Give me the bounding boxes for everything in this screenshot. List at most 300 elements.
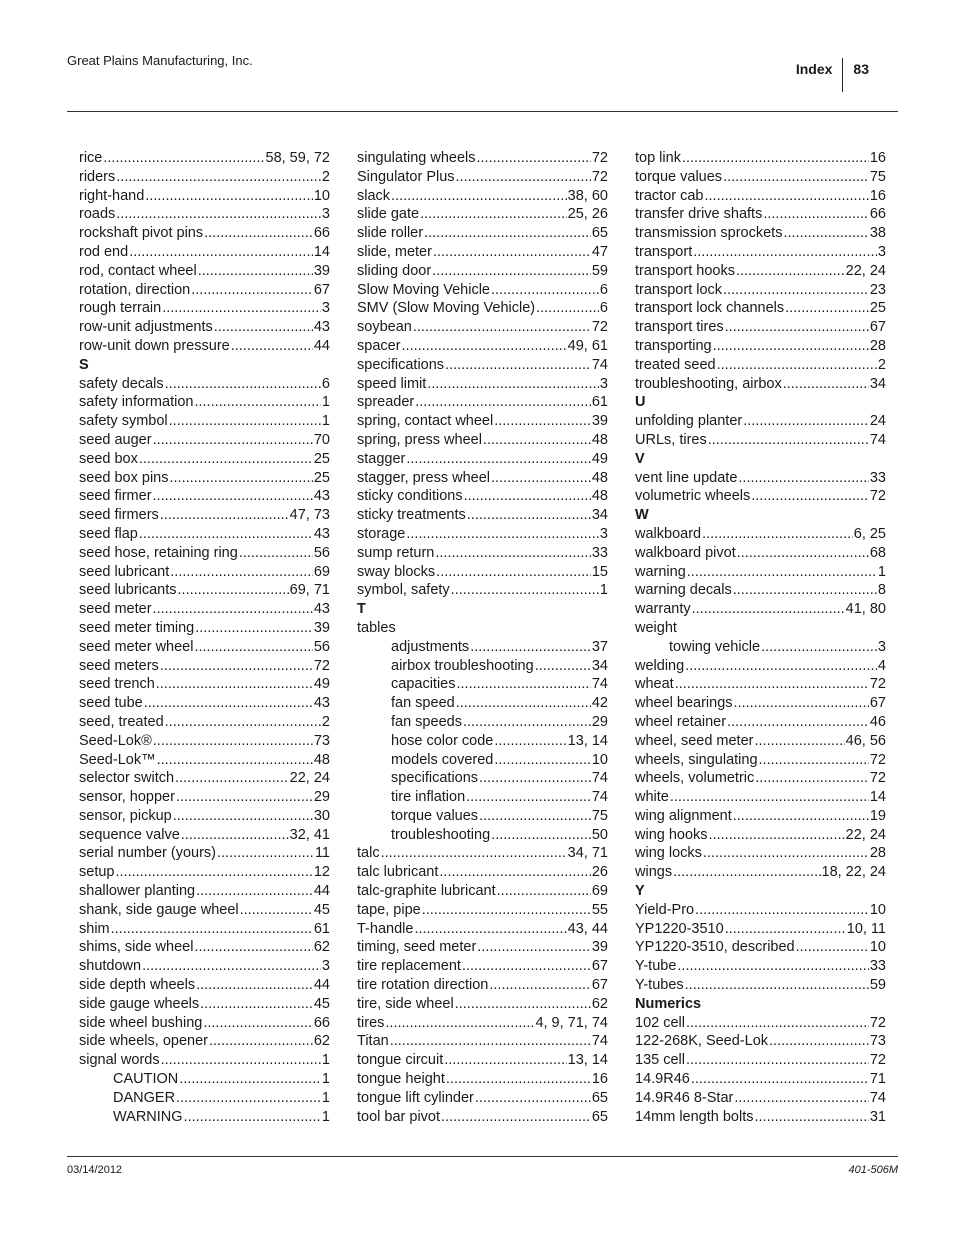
index-page-refs: 65 bbox=[591, 1108, 608, 1125]
index-term: seed box bbox=[79, 450, 138, 467]
index-term: towing vehicle bbox=[669, 638, 761, 655]
index-page-refs: 72 bbox=[869, 676, 886, 693]
index-term: transport hooks bbox=[635, 262, 735, 279]
index-term: tire rotation direction bbox=[357, 977, 489, 994]
index-entry bbox=[357, 957, 608, 976]
dot-leader bbox=[673, 863, 820, 882]
index-page-refs: 39 bbox=[591, 413, 608, 430]
index-entry bbox=[357, 844, 608, 863]
index-page-refs: 32, 41 bbox=[289, 826, 330, 843]
index-term: selector switch bbox=[79, 770, 175, 787]
index-term: right-hand bbox=[79, 187, 145, 204]
index-entry bbox=[79, 788, 330, 807]
index-term: 14.9R46 8-Star bbox=[635, 1089, 734, 1106]
index-entry bbox=[79, 863, 330, 882]
company-name: Great Plains Manufacturing, Inc. bbox=[67, 53, 253, 68]
dot-leader bbox=[725, 318, 869, 337]
index-term: 102 cell bbox=[635, 1014, 685, 1031]
index-page-refs: 13, 14 bbox=[567, 1052, 608, 1069]
index-page-refs: 56 bbox=[313, 638, 330, 655]
dot-leader bbox=[691, 1070, 869, 1089]
dot-leader bbox=[479, 769, 591, 788]
dot-leader bbox=[116, 205, 321, 224]
page-number: 83 bbox=[853, 61, 869, 77]
index-page-refs: 34, 71 bbox=[567, 845, 608, 862]
index-entry bbox=[635, 844, 886, 863]
index-entry bbox=[635, 412, 886, 431]
index-entry bbox=[357, 243, 608, 262]
index-entry bbox=[357, 1108, 608, 1127]
index-term: tire inflation bbox=[391, 789, 466, 806]
index-term: walkboard pivot bbox=[635, 544, 736, 561]
index-entry bbox=[79, 732, 330, 751]
index-entry bbox=[79, 187, 330, 206]
dot-leader bbox=[494, 732, 566, 751]
index-term: wing alignment bbox=[635, 807, 732, 824]
index-term: soybean bbox=[357, 319, 412, 336]
index-page-refs: 11 bbox=[314, 845, 330, 862]
index-entry bbox=[357, 262, 608, 281]
index-page-refs: 3 bbox=[321, 206, 330, 223]
index-page-refs: 33 bbox=[869, 469, 886, 486]
index-page-refs: 6 bbox=[599, 300, 608, 317]
index-term: walkboard bbox=[635, 525, 702, 542]
index-page-refs: 48 bbox=[591, 469, 608, 486]
index-page-refs: 66 bbox=[313, 225, 330, 242]
dot-leader bbox=[169, 412, 321, 431]
index-page-refs: 41, 80 bbox=[845, 601, 886, 618]
index-entry bbox=[635, 544, 886, 563]
dot-leader bbox=[178, 581, 289, 600]
dot-leader bbox=[391, 187, 567, 206]
index-page-refs: 22, 24 bbox=[845, 826, 886, 843]
header-section bbox=[796, 52, 869, 86]
index-entry bbox=[79, 318, 330, 337]
dot-leader bbox=[754, 1108, 868, 1127]
dot-leader bbox=[179, 1070, 321, 1089]
dot-leader bbox=[175, 769, 289, 788]
index-entry bbox=[635, 1070, 886, 1089]
index-page-refs: 3 bbox=[321, 958, 330, 975]
index-page-refs: 1 bbox=[321, 413, 330, 430]
dot-leader bbox=[153, 732, 313, 751]
index-term: YP1220-3510, described bbox=[635, 939, 795, 956]
index-term: seed meter wheel bbox=[79, 638, 194, 655]
index-term: tape, pipe bbox=[357, 901, 421, 918]
dot-leader bbox=[675, 675, 869, 694]
index-entry bbox=[79, 957, 330, 976]
index-entry bbox=[357, 318, 608, 337]
index-term: serial number (yours) bbox=[79, 845, 216, 862]
index-page-refs: 33 bbox=[591, 544, 608, 561]
index-entry bbox=[635, 149, 886, 168]
index-term: seed meters bbox=[79, 657, 159, 674]
index-page-refs: 49 bbox=[591, 450, 608, 467]
index-term: slide gate bbox=[357, 206, 420, 223]
index-page-refs: 25 bbox=[869, 300, 886, 317]
dot-leader bbox=[196, 882, 313, 901]
index-entry bbox=[357, 375, 608, 394]
index-term: talc-graphite lubricant bbox=[357, 883, 496, 900]
dot-leader bbox=[406, 525, 599, 544]
index-page-refs: 6 bbox=[599, 281, 608, 298]
dot-leader bbox=[466, 788, 591, 807]
index-page-refs: 23 bbox=[869, 281, 886, 298]
index-entry bbox=[357, 469, 608, 488]
index-page-refs: 3 bbox=[599, 375, 608, 392]
dot-leader bbox=[139, 525, 313, 544]
index-column-1 bbox=[79, 149, 330, 1126]
index-page-refs: 1 bbox=[321, 1071, 330, 1088]
index-term: wings bbox=[635, 864, 673, 881]
index-entry bbox=[357, 976, 608, 995]
index-term: roads bbox=[79, 206, 116, 223]
index-page-refs: 61 bbox=[313, 920, 330, 937]
index-term: T-handle bbox=[357, 920, 414, 937]
index-entry bbox=[357, 995, 608, 1014]
index-entry bbox=[635, 1108, 886, 1127]
dot-leader bbox=[470, 638, 591, 657]
index-term: CAUTION bbox=[113, 1071, 179, 1088]
index-entry bbox=[357, 1070, 608, 1089]
dot-leader bbox=[763, 205, 869, 224]
index-page-refs: 16 bbox=[591, 1071, 608, 1088]
index-term: wheel retainer bbox=[635, 713, 727, 730]
index-entry bbox=[79, 544, 330, 563]
dot-leader bbox=[535, 657, 591, 676]
index-entry bbox=[635, 375, 886, 394]
index-page-refs: 15 bbox=[591, 563, 608, 580]
index-subentry bbox=[357, 788, 608, 807]
index-term: 135 cell bbox=[635, 1052, 685, 1069]
index-entry bbox=[79, 938, 330, 957]
index-page-refs: 14 bbox=[313, 243, 330, 260]
index-entry bbox=[357, 412, 608, 431]
index-entry bbox=[635, 938, 886, 957]
dot-leader bbox=[195, 619, 313, 638]
index-entry bbox=[635, 920, 886, 939]
index-subentry bbox=[357, 751, 608, 770]
index-term: seed lubricant bbox=[79, 563, 170, 580]
index-term: torque values bbox=[635, 168, 723, 185]
index-term: treated seed bbox=[635, 356, 716, 373]
dot-leader bbox=[456, 675, 590, 694]
index-column-3 bbox=[635, 149, 886, 1126]
index-entry bbox=[357, 882, 608, 901]
index-page-refs: 72 bbox=[869, 488, 886, 505]
index-term: rough terrain bbox=[79, 300, 162, 317]
footer-rule bbox=[67, 1156, 898, 1157]
index-page-refs: 25 bbox=[313, 450, 330, 467]
index-page-refs: 38 bbox=[869, 225, 886, 242]
index-term: white bbox=[635, 789, 669, 806]
index-entry bbox=[79, 976, 330, 995]
dot-leader bbox=[217, 844, 314, 863]
index-entry bbox=[635, 600, 886, 619]
index-entry bbox=[79, 337, 330, 356]
index-term: shim bbox=[79, 920, 110, 937]
index-entry bbox=[79, 563, 330, 582]
index-page-refs: 44 bbox=[313, 337, 330, 354]
index-term: seed hose, retaining ring bbox=[79, 544, 238, 561]
index-letter-heading: Y bbox=[635, 883, 645, 900]
index-entry bbox=[79, 619, 330, 638]
index-entry bbox=[357, 544, 608, 563]
index-entry bbox=[79, 506, 330, 525]
index-term: seed tube bbox=[79, 695, 143, 712]
index-page-refs: 43 bbox=[313, 319, 330, 336]
index-page-refs: 46, 56 bbox=[845, 732, 886, 749]
index-term: welding bbox=[635, 657, 685, 674]
dot-leader bbox=[483, 431, 591, 450]
index-term: slide, meter bbox=[357, 243, 432, 260]
index-term: seed box pins bbox=[79, 469, 169, 486]
dot-leader bbox=[733, 807, 869, 826]
index-page-refs: 44 bbox=[313, 977, 330, 994]
index-page-refs: 39 bbox=[591, 939, 608, 956]
index-term: sway blocks bbox=[357, 563, 436, 580]
index-page-refs: 12 bbox=[313, 864, 330, 881]
index-entry bbox=[357, 149, 608, 168]
index-term: 14.9R46 bbox=[635, 1071, 690, 1088]
dot-leader bbox=[755, 769, 869, 788]
index-term: transport lock bbox=[635, 281, 723, 298]
index-entry bbox=[79, 713, 330, 732]
index-entry bbox=[79, 638, 330, 657]
index-page-refs: 28 bbox=[869, 845, 886, 862]
index-subentry bbox=[635, 638, 886, 657]
index-page-refs: 72 bbox=[591, 168, 608, 185]
index-page-refs: 67 bbox=[869, 319, 886, 336]
dot-leader bbox=[733, 581, 877, 600]
index-entry bbox=[635, 299, 886, 318]
dot-leader bbox=[494, 412, 591, 431]
dot-leader bbox=[161, 1051, 321, 1070]
dot-leader bbox=[115, 863, 312, 882]
index-term: safety decals bbox=[79, 375, 164, 392]
index-entry bbox=[635, 976, 886, 995]
index-term: adjustments bbox=[391, 638, 470, 655]
index-page-refs: 1 bbox=[877, 563, 886, 580]
index-subentry bbox=[357, 694, 608, 713]
index-term: seed firmers bbox=[79, 507, 159, 524]
index-page-refs: 62 bbox=[313, 1033, 330, 1050]
index-term: Titan bbox=[357, 1033, 389, 1050]
dot-leader bbox=[214, 318, 313, 337]
index-term: seed meter timing bbox=[79, 619, 195, 636]
dot-leader bbox=[432, 262, 591, 281]
index-entry bbox=[79, 920, 330, 939]
index-entry bbox=[79, 205, 330, 224]
index-term: safety information bbox=[79, 394, 194, 411]
dot-leader bbox=[734, 1089, 869, 1108]
index-page-refs: 50 bbox=[591, 826, 608, 843]
index-term: vent line update bbox=[635, 469, 738, 486]
index-term: warning decals bbox=[635, 582, 732, 599]
index-entry bbox=[357, 487, 608, 506]
index-entry bbox=[635, 826, 886, 845]
index-subentry bbox=[357, 807, 608, 826]
dot-leader bbox=[751, 487, 869, 506]
index-entry bbox=[357, 563, 608, 582]
dot-leader bbox=[153, 487, 313, 506]
index-term: row-unit adjustments bbox=[79, 319, 213, 336]
index-page-refs: 34 bbox=[591, 507, 608, 524]
index-page-refs: 69 bbox=[313, 563, 330, 580]
index-parent-term: tables bbox=[357, 619, 396, 636]
index-term: signal words bbox=[79, 1052, 160, 1069]
index-entry bbox=[357, 938, 608, 957]
index-page-refs: 25, 26 bbox=[567, 206, 608, 223]
index-term: talc lubricant bbox=[357, 864, 439, 881]
index-entry bbox=[635, 243, 886, 262]
dot-leader bbox=[796, 938, 869, 957]
index-page-refs: 16 bbox=[869, 187, 886, 204]
dot-leader bbox=[769, 1032, 869, 1051]
index-page-refs: 47 bbox=[591, 243, 608, 260]
index-term: warning bbox=[635, 563, 686, 580]
dot-leader bbox=[157, 751, 313, 770]
index-page-refs: 72 bbox=[869, 1052, 886, 1069]
index-term: transport bbox=[635, 243, 693, 260]
index-term: wheat bbox=[635, 676, 674, 693]
dot-leader bbox=[497, 882, 591, 901]
index-term: Y-tubes bbox=[635, 977, 684, 994]
index-term: shutdown bbox=[79, 958, 142, 975]
index-entry bbox=[79, 149, 330, 168]
index-entry bbox=[79, 657, 330, 676]
index-page-refs: 43 bbox=[313, 695, 330, 712]
index-entry bbox=[357, 1014, 608, 1033]
index-subentry bbox=[79, 1108, 330, 1127]
index-term: tongue height bbox=[357, 1071, 445, 1088]
index-entry bbox=[357, 1051, 608, 1070]
dot-leader bbox=[695, 901, 869, 920]
index-term: shallower planting bbox=[79, 883, 196, 900]
index-term: sticky conditions bbox=[357, 488, 463, 505]
index-term: fan speed bbox=[391, 695, 455, 712]
dot-leader bbox=[464, 487, 591, 506]
index-term: WARNING bbox=[113, 1108, 183, 1125]
index-entry bbox=[357, 863, 608, 882]
index-entry bbox=[635, 713, 886, 732]
dot-leader bbox=[444, 1051, 566, 1070]
dot-leader bbox=[685, 976, 869, 995]
dot-leader bbox=[231, 337, 313, 356]
index-entry bbox=[635, 957, 886, 976]
index-term: singulating wheels bbox=[357, 150, 476, 166]
index-entry bbox=[635, 657, 886, 676]
index-page-refs: 25 bbox=[313, 469, 330, 486]
index-page-refs: 44 bbox=[313, 883, 330, 900]
dot-leader bbox=[686, 1014, 869, 1033]
index-term: unfolding planter bbox=[635, 413, 743, 430]
index-page-refs: 39 bbox=[313, 619, 330, 636]
dot-leader bbox=[692, 600, 845, 619]
index-entry bbox=[79, 224, 330, 243]
index-term: transporting bbox=[635, 337, 712, 354]
index-entry bbox=[79, 826, 330, 845]
dot-leader bbox=[685, 657, 877, 676]
dot-leader bbox=[144, 694, 313, 713]
dot-leader bbox=[677, 957, 868, 976]
dot-leader bbox=[203, 1014, 313, 1033]
index-term: row-unit down pressure bbox=[79, 337, 230, 354]
index-page-refs: 67 bbox=[591, 977, 608, 994]
index-term: Slow Moving Vehicle bbox=[357, 281, 490, 298]
index-subentry bbox=[79, 1070, 330, 1089]
index-page-refs: 3 bbox=[321, 300, 330, 317]
index-entry bbox=[635, 431, 886, 450]
dot-leader bbox=[462, 957, 591, 976]
index-term: storage bbox=[357, 525, 406, 542]
dot-leader bbox=[415, 393, 591, 412]
dot-leader bbox=[727, 713, 869, 732]
index-page-refs: 34 bbox=[869, 375, 886, 392]
index-entry bbox=[79, 168, 330, 187]
index-page-refs: 67 bbox=[591, 958, 608, 975]
index-page-refs: 62 bbox=[591, 995, 608, 1012]
index-term: top link bbox=[635, 150, 681, 166]
index-term: capacities bbox=[391, 676, 456, 693]
index-term: side wheels, opener bbox=[79, 1033, 208, 1050]
dot-leader bbox=[708, 431, 869, 450]
index-page-refs: 42 bbox=[591, 695, 608, 712]
index-page-refs: 49, 61 bbox=[567, 337, 608, 354]
index-entry bbox=[79, 694, 330, 713]
index-page-refs: 1 bbox=[321, 1108, 330, 1125]
index-entry bbox=[79, 262, 330, 281]
index-page-refs: 67 bbox=[869, 695, 886, 712]
dot-leader bbox=[686, 1051, 869, 1070]
index-page-refs: 29 bbox=[313, 789, 330, 806]
index-page-refs: 10 bbox=[869, 901, 886, 918]
index-page-refs: 74 bbox=[591, 789, 608, 806]
dot-leader bbox=[723, 168, 869, 187]
index-page-refs: 46 bbox=[869, 713, 886, 730]
index-page-refs: 37 bbox=[591, 638, 608, 655]
index-entry bbox=[79, 1051, 330, 1070]
index-page-refs: 28 bbox=[869, 337, 886, 354]
index-page-refs: 66 bbox=[313, 1014, 330, 1031]
index-term: YP1220-3510 bbox=[635, 920, 724, 937]
index-term: wheels, singulating bbox=[635, 751, 758, 768]
index-entry bbox=[357, 901, 608, 920]
index-page-refs: 59 bbox=[591, 262, 608, 279]
index-entry bbox=[635, 1032, 886, 1051]
index-term: wing hooks bbox=[635, 826, 708, 843]
index-entry bbox=[79, 431, 330, 450]
index-term: shims, side wheel bbox=[79, 939, 194, 956]
index-page-refs: 74 bbox=[591, 356, 608, 373]
dot-leader bbox=[717, 356, 877, 375]
index-term: sensor, pickup bbox=[79, 807, 172, 824]
index-entry bbox=[635, 262, 886, 281]
index-entry bbox=[79, 1014, 330, 1033]
dot-leader bbox=[456, 168, 591, 187]
header-rule bbox=[67, 111, 898, 112]
index-entry bbox=[357, 224, 608, 243]
index-entry bbox=[79, 412, 330, 431]
index-page-refs: 48 bbox=[591, 488, 608, 505]
index-term: rotation, direction bbox=[79, 281, 191, 298]
dot-leader bbox=[682, 149, 869, 168]
index-entry bbox=[635, 487, 886, 506]
index-entry bbox=[635, 205, 886, 224]
dot-leader bbox=[441, 1108, 591, 1127]
dot-leader bbox=[427, 375, 599, 394]
dot-leader bbox=[702, 525, 853, 544]
